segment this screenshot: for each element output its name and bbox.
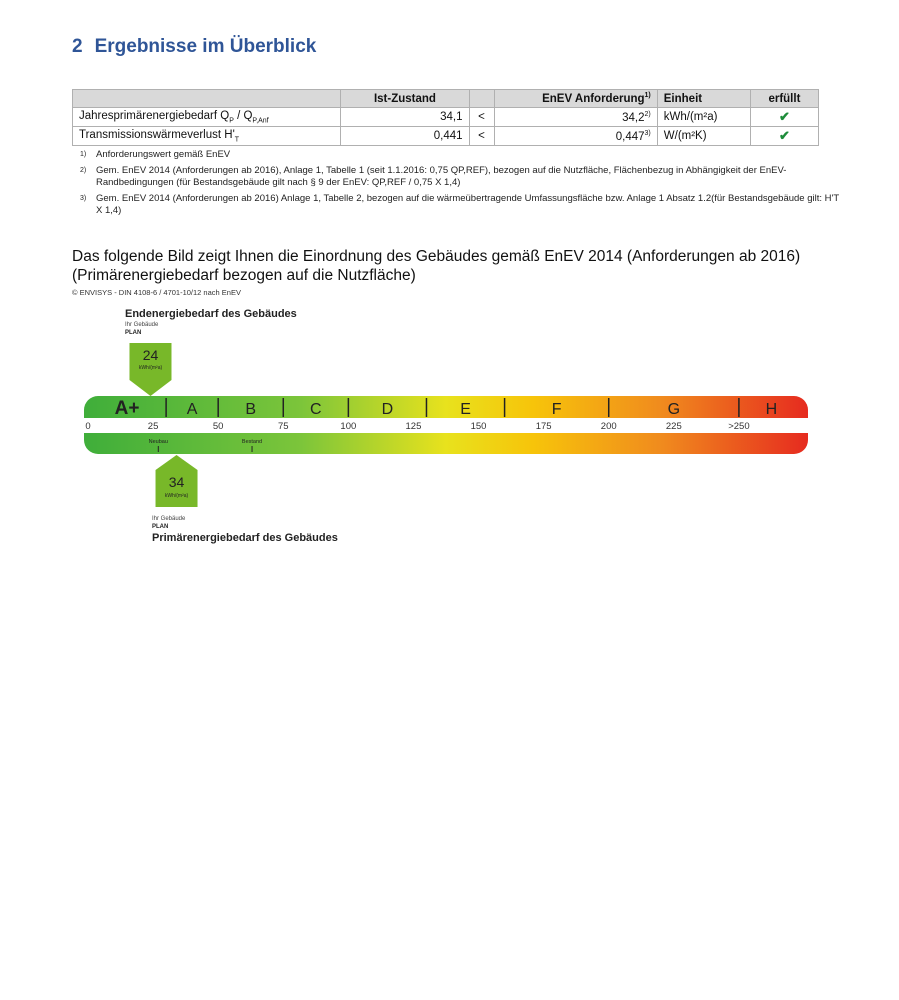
- top-sub2: PLAN: [125, 330, 142, 336]
- class-label: B: [245, 401, 257, 418]
- header-req-text: EnEV Anforderung: [542, 92, 645, 105]
- class-label: A+: [114, 398, 140, 419]
- tick-label: 225: [665, 421, 682, 432]
- bottom-marker-value: 34: [168, 474, 185, 490]
- checkmark-icon: ✔: [750, 108, 818, 127]
- tick-label: 75: [277, 421, 289, 432]
- row-label-mid: / Q: [233, 109, 253, 122]
- footnote-mark: 3): [80, 195, 87, 202]
- row-label-text: Jahresprimärenergiebedarf Q: [79, 109, 230, 122]
- class-label: C: [310, 401, 322, 418]
- section-number: 2: [72, 36, 83, 57]
- row-ist: 34,1: [341, 108, 469, 127]
- class-label: G: [667, 401, 681, 418]
- row-req-value: 34,2: [622, 111, 645, 124]
- top-title: Endenergiebedarf des Gebäudes: [125, 308, 297, 320]
- class-label: F: [551, 401, 562, 418]
- footnote-mark: 1): [80, 151, 87, 158]
- top-sub1: Ihr Gebäude: [125, 322, 159, 328]
- tick-label: 25: [147, 421, 159, 432]
- row-req-value: 0,447: [615, 130, 645, 143]
- row-label-sub2: P,Anf: [252, 117, 269, 125]
- top-marker-value: 24: [142, 347, 159, 363]
- checkmark-icon: ✔: [750, 127, 818, 146]
- tick-label: >250: [728, 421, 750, 432]
- tick-label: 125: [405, 421, 422, 432]
- bottom-sub1: Ihr Gebäude: [152, 516, 186, 522]
- bottom-sub2: PLAN: [152, 524, 169, 530]
- tick-label: 175: [535, 421, 552, 432]
- class-label: H: [765, 401, 778, 418]
- reference-marker-label: Bestand: [241, 439, 263, 445]
- top-value-marker: [129, 343, 171, 396]
- row-label-sub: T: [234, 136, 240, 144]
- tick-label: 150: [470, 421, 487, 432]
- header-ist: Ist-Zustand: [341, 90, 469, 108]
- row-label-text: Transmissionswärmeverlust H': [79, 128, 235, 141]
- row-unit: W/(m²K): [657, 127, 750, 146]
- top-marker-unit: kWh/(m²a): [138, 365, 163, 371]
- footnote-text: Anforderungswert gemäß EnEV: [96, 149, 231, 160]
- bottom-value-marker: [156, 455, 198, 507]
- section-title: Ergebnisse im Überblick: [94, 36, 317, 57]
- row-req-sup: 3): [644, 129, 651, 137]
- footnote-mark: 2): [80, 167, 87, 174]
- header-ok: erfüllt: [750, 90, 818, 108]
- row-unit: kWh/(m²a): [657, 108, 750, 127]
- header-unit: Einheit: [657, 90, 750, 108]
- tick-label: 200: [600, 421, 617, 432]
- intro-text: Das folgende Bild zeigt Ihnen die Einordnung des Gebäudes gemäß EnEV 2014 (Anforderungen ab 2016) (Primärenergiebedarf bezogen auf die Nutzfläche): [72, 248, 801, 284]
- class-label: A: [186, 401, 198, 418]
- tick-label: 0: [85, 421, 91, 432]
- tick-label: 100: [340, 421, 357, 432]
- footnote-text: Gem. EnEV 2014 (Anforderungen ab 2016), Anlage 1, Tabelle 1 (seit 1.1.2016: 0,75 QP,REF), bezogen auf die Nutzfläche, Flächenbezug in Abhängigkeit der EnEV-Randbedingungen (für Bestandsgebäude gilt nach § 9 der EnEV: QP,REF / 0,75 X 1,4): [96, 165, 787, 188]
- tick-label: 50: [212, 421, 224, 432]
- row-cmp: <: [469, 108, 494, 127]
- class-label: E: [460, 401, 471, 418]
- bottom-marker-unit: kWh/(m²a): [164, 493, 189, 499]
- bottom-title: Primärenergiebedarf des Gebäudes: [152, 532, 338, 544]
- row-req-sup: 2): [644, 110, 651, 118]
- scale-middle-band: [84, 418, 808, 433]
- row-label-sub: P: [229, 117, 234, 125]
- row-ist: 0,441: [341, 127, 469, 146]
- header-req-sup: 1): [644, 92, 651, 100]
- class-label: D: [381, 401, 394, 418]
- reference-marker-label: Neubau: [148, 439, 168, 445]
- footnote-text: Gem. EnEV 2014 (Anforderungen ab 2016) Anlage 1, Tabelle 2, bezogen auf die wärmeübertragende Umfassungsfläche bzw. Anlage 1 Absatz 1.2(für Bestandsgebäude gilt: H'T X 1,4): [96, 193, 839, 216]
- row-cmp: <: [469, 127, 494, 146]
- copyright-text: © ENVISYS - DIN 4108-6 / 4701-10/12 nach EnEV: [72, 288, 241, 297]
